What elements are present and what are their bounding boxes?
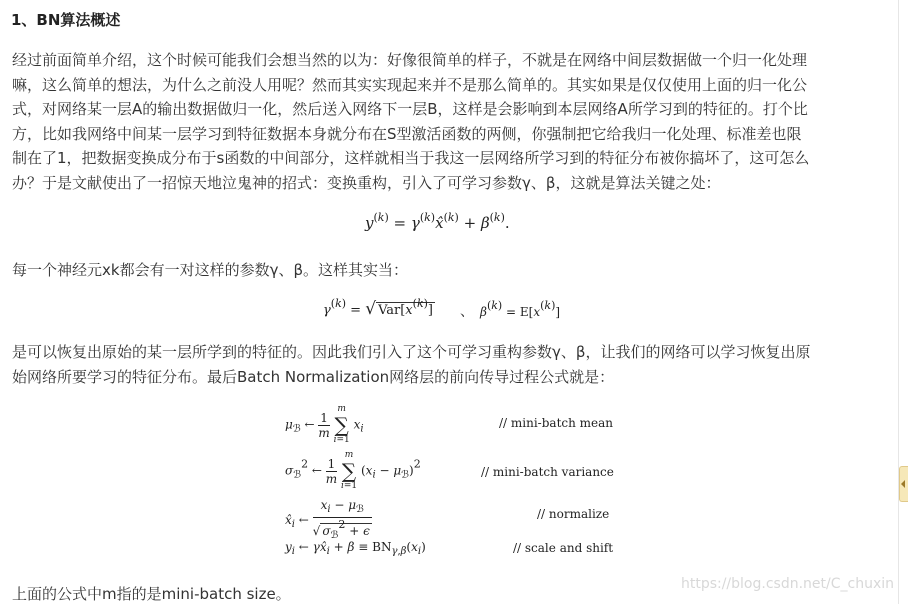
paragraph-line: 是可以恢复出原始的某一层所学到的特征的。因此我们引入了这个可学习重构参数γ、β，让我们的网络可以学习恢复出原 (12, 343, 811, 361)
variance-comment: // mini-batch variance (481, 465, 614, 479)
footer-note: 上面的公式中m指的是mini-batch size。 (12, 585, 291, 603)
paragraph-line: 方，比如我网络中间某一层学习到特征数据本身就分布在S型激活函数的两侧，你强制把它给我归一化处理、标准差也限 (12, 124, 802, 143)
variance-equation: $\sigma_ℬ2$ ← $\frac{1}{m}$ m ∑ i=1 $(x_i - \mu_ℬ)2$ (285, 450, 421, 491)
beta-formula: β(k) = E[x(k)] (480, 299, 561, 319)
paragraph-line: 办？于是文献使出了一招惊天地泣鬼神的招式：变换重构，引入了可学习参数γ、β，这就是算法关键之处： (12, 173, 721, 192)
reconstruction-formula: $y^{(k)}$ = $\gamma^{(k)}x̂^{(k)} + \beta^{(k)}$. (365, 211, 510, 232)
paragraph-2: 每一个神经元xk都会有一对这样的参数γ、β。这样其实当： (12, 261, 409, 279)
batch-norm-algorithm (285, 400, 615, 570)
csdn-watermark: https://blog.csdn.net/C_chuxin (680, 576, 894, 592)
gamma-formula: $\gamma^{(k)}$ = √ $Var[x^{(k)}]$ (323, 297, 433, 319)
chevron-left-icon (901, 480, 905, 488)
collapse-sidebar-button[interactable] (899, 466, 908, 502)
paragraph-line: 式，对网络某一层A的输出数据做归一化，然后送入网络下一层B，这样是会影响到本层网络A所学习到的特征的。打个比 (12, 100, 808, 118)
normalize-equation: $x̂_i$ ← $\frac{x_i - \mu_ℬ}{√ \sigma_ℬ2 + \epsilon}$ (285, 498, 370, 541)
scale-shift-equation: $y_i$ ← $\gamma x̂_i + \beta \equiv BN_{\gamma,\beta}(x_i)$ (285, 540, 426, 557)
paragraph-line: 制在了1，把数据变换成分布于s函数的中间部分，这样就相当于我这一层网络所学习到的特征分布被你搞坏了，这可怎么 (12, 149, 810, 167)
mean-comment: // mini-batch mean (499, 416, 614, 430)
formula-separator: 、 (460, 304, 474, 320)
page-scroll-edge (898, 0, 899, 604)
paragraph-line: 嘛，这么简单的想法，为什么之前没人用呢？然而其实实现起来并不是那么简单的。其实如果是仅仅使用上面的归一化公 (12, 75, 808, 94)
paragraph-line: 始网络所要学习的特征分布。最后Batch Normalization网络层的前向传导过程公式就是： (12, 367, 615, 386)
mean-equation: $\mu_ℬ$ ← $\frac{1}{m}$ m ∑ i=1 $x_i$ (285, 404, 364, 445)
normalize-comment: // normalize (537, 507, 610, 521)
section-heading: 1、BN算法概述 (11, 11, 121, 29)
paragraph-line: 经过前面简单介绍，这个时候可能我们会想当然的以为：好像很简单的样子，不就是在网络中间层数据做一个归一化处理 (12, 51, 808, 69)
scale-shift-comment: // scale and shift (513, 541, 614, 555)
